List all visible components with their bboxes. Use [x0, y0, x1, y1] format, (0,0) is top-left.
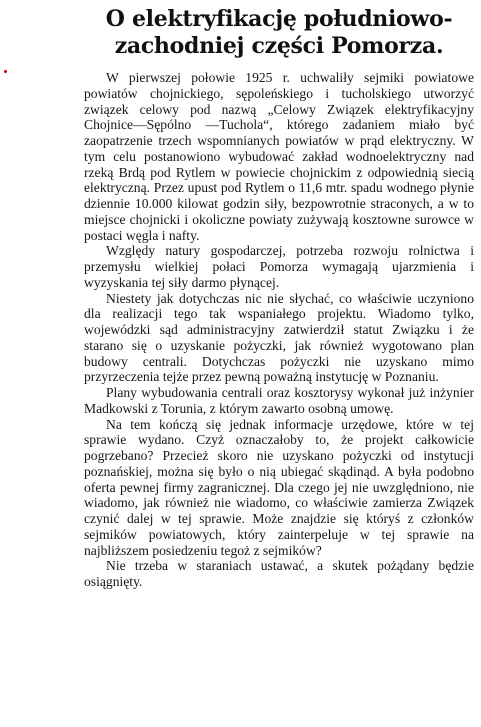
paragraph-3: Niestety jak dotychczas nic nie słychać, co właściwie uczyniono dla realizacji tego tak wspaniałego projektu. Wiadomo tylko, wojewódzki sąd administracyjny zatwierdził statut Związku i że starano się o uzyskanie pożyczki, jak również wygotowano plan budowy centrali. Dotychczas pożyczki nie uzyskano mimo przyrzeczenia tejże przez pewną poważną instytucję w Poznaniu. — [84, 290, 474, 385]
headline-line-2: zachodniej części Pomorza. — [114, 33, 444, 59]
paragraph-2: Względy natury gospodarczej, potrzeba rozwoju rolnictwa i przemysłu wielkiej połaci Pomorza wymagają ujarzmienia i wyzyskania tej siły darmo płynącej. — [84, 243, 474, 290]
headline-line-1: O elektryfikację południowo- — [105, 6, 453, 32]
paragraph-6: Nie trzeba w staraniach ustawać, a skutek pożądany będzie osiągnięty. — [84, 558, 474, 589]
paragraph-5: Na tem kończą się jednak informacje urzędowe, które w tej sprawie wydano. Czyż oznaczałoby to, że projekt całkowicie pogrzebano? Przecież skoro nie uzyskano pożyczki od instytucji poznańskiej, można się było o nią ubiegać skądinąd. A była podobno oferta pewnej firmy zagranicznej. Dla czego jej nie uwzględniono, nie wiadomo, jak również nie wiadomo, co właściwie zamierza Związek czynić dalej w tej sprawie. Może znajdzie się któryś z członków sejmików powiatowych, który zainterpeluje w tej sprawie na najbliższem posiedzeniu tegoż z sejmików? — [84, 416, 474, 558]
paragraph-4: Plany wybudowania centrali oraz kosztorysy wykonał już inżynier Madkowski z Torunia, z którym zawarto osobną umowę. — [84, 385, 474, 416]
article-headline — [84, 6, 474, 60]
ink-speck — [4, 70, 7, 73]
paragraph-1: W pierwszej połowie 1925 r. uchwaliły sejmiki powiatowe powiatów chojnickiego, sępoleńskiego i tucholskiego utworzyć związek celowy pod nazwą „Celowy Związek elektryfikacyjny Chojnice—Sępólno —Tuchola“, którego zadaniem miało być zaopatrzenie trzech wspomnianych powiatów w prąd elektryczny. W tym celu postanowiono wybudować zakład wodnoelektryczny nad rzeką Brdą pod Rytlem w powiecie chojnickim z odpowiednią siecią elektryczną. Przez upust pod Rytlem o 11,6 mtr. spadu wodnego płynie dziennie 10.000 kilowat godzin siły, bezpowrotnie straconych, a w to miejsce chojnicki i okoliczne powiaty zużywają kosztowne surowce w postaci węgla i nafty. — [84, 70, 474, 243]
newspaper-article — [84, 6, 474, 590]
